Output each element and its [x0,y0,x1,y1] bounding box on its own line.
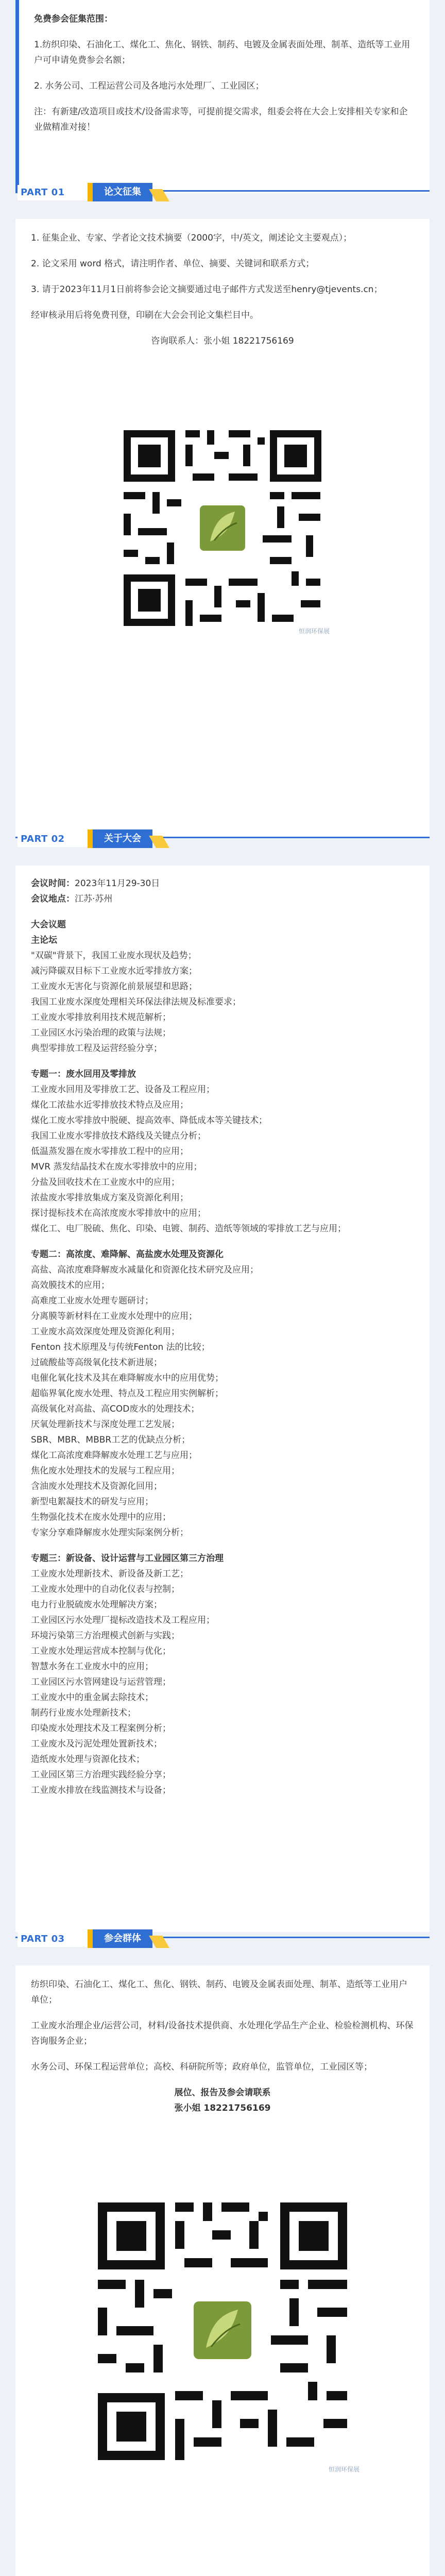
part01-paragraph-2: 2. 论文采用 word 格式，请注明作者、单位、摘要、关键词和联系方式； [31,259,315,269]
list-item: 电力行业脱硫废水处理解决方案； [31,1600,162,1610]
part01-paragraph-4: 经审核录用后将免费刊登，印刷在大会会刊论文集栏目中。 [31,310,259,320]
part03-contact-title: 展位、报告及参会请联系 [174,2088,271,2098]
list-item: 煤化工废水零排放中脱硬、提高效率、降低成本等关键技术； [31,1115,267,1126]
part03-card [15,1965,430,2576]
list-item: 浓盐废水零排放集成方案及资源化利用； [31,1193,189,1203]
meeting-place [31,891,414,907]
part03-qr-watermark: 恒润环保展 [328,2466,360,2473]
list-item: 典型零排放工程及运营经验分享； [31,1043,162,1054]
list-item: 工业废水零排放利用技术规范解析； [31,1012,171,1023]
list-item: 工业园区污水处理厂提标改造技术及工程应用； [31,1615,215,1625]
topic3-title: 专题三：新设备、设计运营与工业园区第三方治理 [31,1553,224,1564]
list-item: 工业废水回用及零排放工艺、设备及工程应用； [31,1084,215,1095]
list-item: 工业废水及污泥处理处置新技术； [31,1739,162,1749]
list-item: 高难度工业废水处理专题研讨； [31,1296,153,1306]
list-item: 工业废水处理中的自动化仪表与控制； [31,1584,180,1595]
list-item: 我国工业废水零排放技术路线及关键点分析； [31,1131,206,1141]
list-item: 煤化工高浓度难降解废水处理工艺与应用； [31,1450,197,1461]
list-item: 超临界氧化废水处理、特点及工程应用实例解析； [31,1388,224,1399]
list-item: 专家分享难降解废水处理实际案例分析； [31,1528,189,1538]
list-item: 含油废水处理技术及资源化回用； [31,1481,162,1492]
meeting-time-value: 2023年11月29-30日 [75,878,160,889]
list-item: 生物强化技术在废水处理中的应用； [31,1512,171,1522]
part03-contact-name: 张小姐 18221756169 [174,2103,271,2113]
intro-card [15,0,430,193]
part03-paragraph-1: 纺织印染、石油化工、煤化工、焦化、钢铁、制药、电镀及金属表面处理、制革、造纸等工业用户单位； [31,1979,407,2005]
list-item: 分盐及回收技术在工业废水中的应用； [31,1177,180,1188]
part03-paragraph-2: 工业废水治理企业/运营公司，材料/设备技术提供商、水处理化学品生产企业、检验检测机构、环保咨询服务企业； [31,2021,414,2046]
part01-card [15,219,430,837]
part02-card [15,866,430,1932]
part01-label: PART 01 [18,185,96,200]
intro-accent-bar [15,0,19,193]
part02-header [15,829,430,856]
part02-label: PART 02 [18,832,96,847]
part01-paragraph-1: 1. 征集企业、专家、学者论文技术摘要（2000字，中/英文，阐述论文主要观点）； [31,233,352,243]
list-item: 低温蒸发器在废水零排放工程中的应用； [31,1146,189,1157]
list-item: 高效膜技术的应用； [31,1280,110,1291]
forum-title: 主论坛 [31,935,57,945]
topic1-title: 专题一：废水回用及零排放 [31,1069,136,1079]
intro-note: 注：有新建/改造项目或技术/设备需求等，可提前提交需求，组委会将在大会上安排相关专家和企业做精准对接！ [34,107,408,132]
part01-title: 论文征集 [93,183,152,201]
list-item: 工业废水处理新技术、新设备及新工艺； [31,1569,189,1579]
list-item: 工业废水排放在线监测技术与设备； [31,1785,171,1795]
list-item: "双碳"背景下，我国工业废水现状及趋势； [31,951,197,961]
list-item: 电催化氧化技术及其在难降解废水中的应用优势； [31,1373,224,1383]
topic2-title: 专题二：高浓度、难降解、高盐废水处理及资源化 [31,1249,224,1260]
list-item: 高盐、高浓度难降解废水减量化和资源化技术研究及应用； [31,1265,259,1275]
part03-qr-code[interactable] [82,2187,363,2476]
list-item: 造纸废水处理与资源化技术； [31,1754,145,1765]
part03-paragraph-3: 水务公司、环保工程运营单位；高校、科研院所等；政府单位，监管单位，工业园区等； [31,2062,372,2072]
list-item: 新型电絮凝技术的研发与应用； [31,1497,153,1507]
list-item: 过硫酸盐等高级氧化技术新进展； [31,1358,162,1368]
list-item: Fenton 技术原理及与传统Fenton 法的比较； [31,1342,210,1352]
part01-paragraph-3: 3. 请于2023年11月1日前将参会论文摘要通过电子邮件方式发送至henry@tjevents.cn； [31,284,383,295]
meeting-place-value: 江苏·苏州 [75,894,113,904]
list-item: 印染废水处理技术及工程案例分析； [31,1723,171,1734]
list-item: 工业废水中的重金属去除技术； [31,1692,153,1703]
list-item: SBR、MBR、MBBR工艺的优缺点分析； [31,1435,191,1445]
list-item: 工业园区污水管网建设与运营管理； [31,1677,171,1687]
qr-graphic [82,2187,363,2476]
list-item: 减污降碳双目标下工业废水近零排放方案； [31,966,197,976]
part03-label: PART 03 [18,1931,96,1947]
list-item: MVR 蒸发结晶技术在废水零排放中的应用； [31,1162,202,1172]
meeting-place-label: 会议地点： [31,894,75,904]
list-item: 工业废水无害化与资源化前景展望和思路； [31,981,197,992]
forum-list [31,948,414,1056]
list-item: 工业废水处理运营成本控制与优化； [31,1646,171,1656]
list-item: 工业园区水污染治理的政策与法规； [31,1028,171,1038]
part01-contact: 咨询联系人：张小姐 18221756169 [151,336,294,346]
part01-qr-watermark: 恒润环保展 [298,628,330,635]
intro-item-2: 2. 水务公司、工程运营公司及各地污水处理厂、工业园区； [34,81,264,91]
list-item: 工业园区第三方治理实践经验分享； [31,1770,171,1780]
agenda-title: 大会议题 [31,920,66,930]
list-item: 环境污染第三方治理模式创新与实践； [31,1631,180,1641]
topic1-list [31,1082,414,1236]
list-item: 厌氧处理新技术与深度处理工艺发展； [31,1419,180,1430]
list-item: 智慧水务在工业废水中的应用； [31,1662,153,1672]
part03-title: 参会群体 [93,1929,152,1948]
list-item: 工业废水高效深度处理及资源化利用； [31,1327,180,1337]
meeting-time [31,876,414,891]
meeting-time-label: 会议时间： [31,878,75,889]
list-item: 探讨提标技术在高浓度废水零排放中的应用； [31,1208,206,1218]
list-item: 制药行业废水处理新技术； [31,1708,136,1718]
list-item: 高级氧化对高盐、高COD废水的处理技术； [31,1404,200,1414]
topic2-list [31,1262,414,1540]
intro-title: 免费参会征集范围： [34,14,113,24]
part02-title: 关于大会 [93,829,152,848]
list-item: 焦化废水处理技术的发展与工程应用； [31,1466,180,1476]
topic3-list [31,1566,414,1798]
part03-header [15,1929,430,1956]
list-item: 煤化工浓盐水近零排放技术特点及应用； [31,1100,189,1110]
part01-header [15,183,430,210]
list-item: 分离膜等新材料在工业废水处理中的应用； [31,1311,197,1321]
list-item: 煤化工、电厂脱硫、焦化、印染、电镀、制药、造纸等领域的零排放工艺与应用； [31,1224,346,1234]
list-item: 我国工业废水深度处理相关环保法律法规及标准要求； [31,997,241,1007]
part01-qr-code[interactable] [113,420,332,636]
intro-item-1: 1.纺织印染、石油化工、煤化工、焦化、钢铁、制药、电镀及金属表面处理、制革、造纸等工业用户可申请免费参会名额； [34,40,410,65]
qr-graphic [113,420,332,636]
